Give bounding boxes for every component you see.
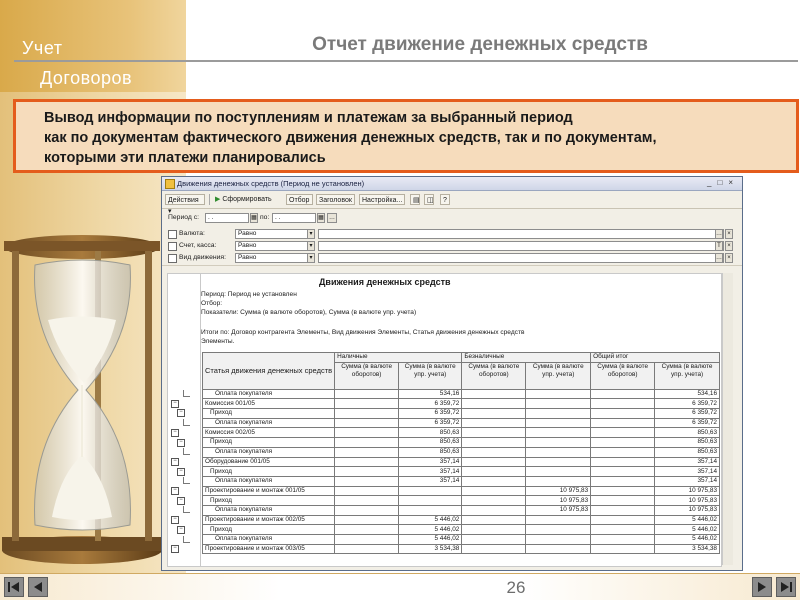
print-icon[interactable]: ▤ <box>410 194 420 205</box>
cell-total-mgmt: 850,63 <box>655 447 720 457</box>
col-item-header: Статья движения денежных средств <box>203 353 335 390</box>
type-t-icon[interactable]: T <box>715 241 723 251</box>
table-row[interactable] <box>203 438 720 448</box>
cell-cash-mgmt: 5 446,02 <box>399 535 462 545</box>
cell-cash-mgmt: 357,14 <box>399 476 462 486</box>
cell-total-mgmt: 6 359,72 <box>655 399 720 409</box>
hourglass-icon <box>0 225 170 570</box>
cell-noncash-turnover <box>462 438 526 448</box>
cell-item: Оплата покупателя <box>203 505 335 515</box>
table-row[interactable] <box>203 409 720 419</box>
cell-total-turnover <box>591 476 655 486</box>
tree-collapse-icon[interactable]: − <box>177 526 185 534</box>
cell-total-mgmt: 6 359,72 <box>655 409 720 419</box>
cell-cash-turnover <box>335 389 399 399</box>
cell-total-turnover <box>591 438 655 448</box>
cell-cash-turnover <box>335 418 399 428</box>
report-period: Период: Период не установлен <box>201 291 297 298</box>
cell-total-mgmt: 850,63 <box>655 438 720 448</box>
cell-total-turnover <box>591 486 655 496</box>
col-total-mgmt: Сумма (в валюте упр. учета) <box>655 362 720 389</box>
group-cash-header: Наличные <box>335 353 462 363</box>
cell-cash-mgmt: 534,16 <box>399 389 462 399</box>
generate-button-label: Сформировать <box>222 196 272 203</box>
cell-noncash-turnover <box>462 457 526 467</box>
tree-collapse-icon[interactable]: − <box>171 516 179 524</box>
cell-item: Приход <box>203 438 335 448</box>
currency-value-input[interactable] <box>318 229 724 239</box>
clear-icon[interactable]: × <box>725 229 733 239</box>
callout-line2: как по документам фактического движения денежных средств, так и по документам, <box>44 130 657 146</box>
tree-collapse-icon[interactable]: − <box>171 458 179 466</box>
report-totals-by: Итоги по: Договор контрагента Элементы, Вид движения Элементы, Статья движения денежных средств <box>201 329 525 336</box>
title-underline <box>14 60 798 62</box>
cell-item: Комиссия 001/05 <box>203 399 335 409</box>
window-controls <box>707 178 739 187</box>
cell-cash-mgmt: 6 359,72 <box>399 418 462 428</box>
report-sheet[interactable] <box>200 273 722 567</box>
calendar-from-icon[interactable]: ▦ <box>251 215 257 221</box>
cell-total-turnover <box>591 457 655 467</box>
tree-collapse-icon[interactable]: − <box>177 409 185 417</box>
cell-cash-mgmt: 850,63 <box>399 438 462 448</box>
cell-noncash-mgmt: 10 975,83 <box>526 505 591 515</box>
report-window <box>161 176 743 571</box>
cell-noncash-turnover <box>462 418 526 428</box>
cell-total-turnover <box>591 389 655 399</box>
currency-label: Валюта: <box>179 230 205 237</box>
cell-total-turnover <box>591 467 655 477</box>
table-row[interactable] <box>203 486 720 496</box>
cell-cash-mgmt: 5 446,02 <box>399 525 462 535</box>
prev-slide-icon <box>29 578 47 596</box>
account-value-input[interactable] <box>318 241 724 251</box>
tree-collapse-icon[interactable]: − <box>171 487 179 495</box>
table-row[interactable] <box>203 467 720 477</box>
table-row[interactable] <box>203 525 720 535</box>
cell-item: Оплата покупателя <box>203 535 335 545</box>
cell-noncash-turnover <box>462 409 526 419</box>
cell-item: Проектирование и монтаж 002/05 <box>203 515 335 525</box>
cell-noncash-turnover <box>462 476 526 486</box>
info-callout <box>13 99 799 173</box>
cell-total-mgmt: 10 975,83 <box>655 486 720 496</box>
cell-total-turnover <box>591 428 655 438</box>
cell-item: Оплата покупателя <box>203 418 335 428</box>
cell-item: Проектирование и монтаж 001/05 <box>203 486 335 496</box>
cell-noncash-mgmt: 10 975,83 <box>526 496 591 506</box>
cell-total-mgmt: 5 446,02 <box>655 525 720 535</box>
movement-type-checkbox[interactable] <box>168 254 177 263</box>
cell-noncash-turnover <box>462 496 526 506</box>
chevron-down-icon[interactable]: ▾ <box>307 229 315 239</box>
table-row[interactable] <box>203 418 720 428</box>
cell-noncash-turnover <box>462 505 526 515</box>
cell-cash-turnover <box>335 476 399 486</box>
cell-item: Проектирование и монтаж 003/05 <box>203 544 335 554</box>
help-icon[interactable]: ? <box>440 194 450 205</box>
table-header-row <box>203 353 720 363</box>
cell-cash-mgmt: 3 534,38 <box>399 544 462 554</box>
cell-cash-turnover <box>335 515 399 525</box>
page-number: 26 <box>506 578 526 597</box>
calendar-to-icon[interactable]: ▦ <box>318 215 324 221</box>
cell-noncash-mgmt <box>526 457 591 467</box>
col-cash-mgmt: Сумма (в валюте упр. учета) <box>399 362 462 389</box>
cell-total-turnover <box>591 447 655 457</box>
account-condition-select[interactable]: Равно <box>235 241 315 251</box>
cell-total-mgmt: 10 975,83 <box>655 505 720 515</box>
cell-noncash-turnover <box>462 467 526 477</box>
report-indicators: Показатели: Сумма (в валюте оборотов), Сумма (в валюте упр. учета) <box>201 309 417 316</box>
vertical-scrollbar[interactable] <box>722 273 733 565</box>
cell-total-mgmt: 357,14 <box>655 457 720 467</box>
cell-total-turnover <box>591 544 655 554</box>
window-title: Движения денежных средств (Период не установлен) <box>177 179 365 188</box>
cell-noncash-turnover <box>462 535 526 545</box>
cell-noncash-mgmt <box>526 389 591 399</box>
cell-item: Приход <box>203 467 335 477</box>
app-window-icon <box>165 179 175 189</box>
table-row[interactable] <box>203 399 720 409</box>
group-noncash-header: Безналичные <box>462 353 591 363</box>
cell-noncash-turnover <box>462 515 526 525</box>
tree-line-icon <box>183 536 190 543</box>
first-slide-button[interactable] <box>4 577 24 597</box>
tree-collapse-icon[interactable]: − <box>171 545 179 553</box>
minimize-icon[interactable]: _ <box>707 178 718 187</box>
cell-cash-turnover <box>335 544 399 554</box>
maximize-icon[interactable]: □ <box>717 178 729 187</box>
cell-cash-turnover <box>335 457 399 467</box>
cell-item: Приход <box>203 409 335 419</box>
actions-menu-button[interactable]: Действия ▾ <box>165 194 205 205</box>
header-button[interactable]: Заголовок <box>316 194 355 205</box>
select-ellipsis-icon[interactable]: … <box>716 255 722 261</box>
cell-cash-turnover <box>335 496 399 506</box>
slide-title: Отчет движение денежных средств <box>312 34 648 55</box>
clear-icon[interactable]: × <box>725 253 733 263</box>
cell-noncash-turnover <box>462 389 526 399</box>
cell-item: Оплата покупателя <box>203 447 335 457</box>
cell-total-mgmt: 357,14 <box>655 476 720 486</box>
cell-total-mgmt: 5 446,02 <box>655 535 720 545</box>
cell-cash-mgmt: 850,63 <box>399 428 462 438</box>
cell-cash-turnover <box>335 428 399 438</box>
cell-total-mgmt: 534,16 <box>655 389 720 399</box>
report-title: Движения денежных средств <box>319 277 451 287</box>
account-checkbox[interactable] <box>168 242 177 251</box>
cell-noncash-turnover <box>462 447 526 457</box>
cell-noncash-turnover <box>462 525 526 535</box>
tree-collapse-icon[interactable]: − <box>171 429 179 437</box>
cell-noncash-mgmt <box>526 409 591 419</box>
cell-total-turnover <box>591 525 655 535</box>
cell-cash-turnover <box>335 409 399 419</box>
tree-collapse-icon[interactable]: − <box>177 439 185 447</box>
cell-noncash-mgmt: 10 975,83 <box>526 486 591 496</box>
cell-total-turnover <box>591 535 655 545</box>
close-icon[interactable]: × <box>728 178 739 187</box>
cell-cash-mgmt: 357,14 <box>399 457 462 467</box>
cell-cash-mgmt: 6 359,72 <box>399 399 462 409</box>
callout-line1: Вывод информации по поступлениям и платежам за выбранный период <box>44 110 573 126</box>
cell-noncash-mgmt <box>526 399 591 409</box>
generate-button[interactable] <box>213 194 283 205</box>
cell-cash-turnover <box>335 399 399 409</box>
cell-noncash-mgmt <box>526 428 591 438</box>
cell-cash-turnover <box>335 525 399 535</box>
period-from-label: Период с: <box>168 214 200 221</box>
cell-cash-mgmt: 6 359,72 <box>399 409 462 419</box>
col-total-turnover: Сумма (в валюте оборотов) <box>591 362 655 389</box>
app-title-line1: Учет <box>22 38 63 58</box>
layout-icon[interactable]: ◫ <box>424 194 434 205</box>
cell-noncash-mgmt <box>526 535 591 545</box>
cell-item: Оплата покупателя <box>203 476 335 486</box>
next-slide-icon <box>753 578 771 596</box>
cell-total-mgmt: 6 359,72 <box>655 418 720 428</box>
cell-noncash-mgmt <box>526 467 591 477</box>
table-row[interactable] <box>203 428 720 438</box>
cell-total-turnover <box>591 418 655 428</box>
cell-noncash-mgmt <box>526 476 591 486</box>
cell-cash-turnover <box>335 486 399 496</box>
cell-cash-turnover <box>335 505 399 515</box>
tree-line-icon <box>183 506 190 513</box>
cell-cash-mgmt: 357,14 <box>399 467 462 477</box>
app-title <box>22 33 132 93</box>
filter-button[interactable]: Отбор <box>286 194 313 205</box>
play-icon: ▶ <box>215 196 221 203</box>
cell-cash-mgmt: 850,63 <box>399 447 462 457</box>
prev-slide-button[interactable] <box>28 577 48 597</box>
cell-item: Оплата покупателя <box>203 389 335 399</box>
table-row[interactable] <box>203 457 720 467</box>
period-from-input[interactable]: . . <box>205 213 249 223</box>
movement-type-condition-select[interactable]: Равно <box>235 253 315 263</box>
callout-line3: которыми эти платежи планировались <box>44 150 326 166</box>
tree-line-icon <box>183 419 190 426</box>
cell-total-turnover <box>591 515 655 525</box>
cell-cash-mgmt <box>399 486 462 496</box>
table-row[interactable] <box>203 389 720 399</box>
cell-noncash-turnover <box>462 544 526 554</box>
report-table <box>202 352 720 554</box>
cell-total-turnover <box>591 505 655 515</box>
cell-cash-mgmt <box>399 496 462 506</box>
table-row[interactable] <box>203 496 720 506</box>
cell-noncash-mgmt <box>526 447 591 457</box>
cell-total-turnover <box>591 496 655 506</box>
tree-line-icon <box>183 390 190 397</box>
cell-item: Приход <box>203 496 335 506</box>
cell-item: Комиссия 002/05 <box>203 428 335 438</box>
currency-checkbox[interactable] <box>168 230 177 239</box>
cell-cash-turnover <box>335 447 399 457</box>
cell-noncash-turnover <box>462 428 526 438</box>
cell-cash-turnover <box>335 467 399 477</box>
cell-item: Оборудование 001/05 <box>203 457 335 467</box>
cell-noncash-mgmt <box>526 525 591 535</box>
cell-total-mgmt: 5 446,02 <box>655 515 720 525</box>
last-slide-button[interactable] <box>776 577 796 597</box>
period-to-label: по: <box>260 214 270 221</box>
app-title-line2: Договоров <box>40 68 133 88</box>
col-noncash-mgmt: Сумма (в валюте упр. учета) <box>526 362 591 389</box>
cell-total-turnover <box>591 409 655 419</box>
cell-noncash-mgmt <box>526 418 591 428</box>
account-label: Счет, касса: <box>179 242 217 249</box>
table-row[interactable] <box>203 515 720 525</box>
cell-total-mgmt: 10 975,83 <box>655 496 720 506</box>
cell-noncash-turnover <box>462 486 526 496</box>
cell-item: Приход <box>203 525 335 535</box>
footer-bar <box>0 574 800 600</box>
table-row[interactable] <box>203 535 720 545</box>
cell-noncash-mgmt <box>526 544 591 554</box>
report-elements: Элементы. <box>201 338 235 345</box>
tree-collapse-icon[interactable]: − <box>177 497 185 505</box>
cell-cash-turnover <box>335 535 399 545</box>
table-row[interactable] <box>203 476 720 486</box>
chevron-down-icon[interactable]: ▾ <box>307 253 315 263</box>
toolbar <box>162 191 742 215</box>
chevron-down-icon[interactable]: ▾ <box>307 241 315 251</box>
period-select-button[interactable]: … <box>329 215 335 221</box>
grouping-tree-column[interactable] <box>167 273 201 567</box>
toolbar-separator <box>209 194 210 205</box>
table-row[interactable] <box>203 447 720 457</box>
clear-icon[interactable]: × <box>725 241 733 251</box>
tree-line-icon <box>183 448 190 455</box>
col-noncash-turnover: Сумма (в валюте оборотов) <box>462 362 526 389</box>
next-slide-button[interactable] <box>752 577 772 597</box>
tree-collapse-icon[interactable]: − <box>171 400 179 408</box>
cell-noncash-mgmt <box>526 438 591 448</box>
report-filter: Отбор: <box>201 300 223 307</box>
tree-collapse-icon[interactable]: − <box>177 468 185 476</box>
col-cash-turnover: Сумма (в валюте оборотов) <box>335 362 399 389</box>
currency-condition-select[interactable]: Равно <box>235 229 315 239</box>
cell-noncash-turnover <box>462 399 526 409</box>
cell-cash-mgmt <box>399 505 462 515</box>
first-slide-icon <box>5 578 23 596</box>
select-ellipsis-icon[interactable]: … <box>716 231 722 237</box>
cell-noncash-mgmt <box>526 515 591 525</box>
last-slide-icon <box>777 578 795 596</box>
movement-type-value-input[interactable] <box>318 253 724 263</box>
cell-total-mgmt: 357,14 <box>655 467 720 477</box>
cell-total-turnover <box>591 399 655 409</box>
cell-total-mgmt: 850,63 <box>655 428 720 438</box>
table-row[interactable] <box>203 505 720 515</box>
cell-total-mgmt: 3 534,38 <box>655 544 720 554</box>
cell-cash-turnover <box>335 438 399 448</box>
tree-line-icon <box>183 477 190 484</box>
group-total-header: Общий итог <box>591 353 720 363</box>
filter-panel <box>162 209 742 266</box>
period-to-input[interactable]: . . <box>272 213 316 223</box>
window-titlebar[interactable] <box>162 177 742 191</box>
settings-button[interactable]: Настройка... <box>359 194 405 205</box>
cell-cash-mgmt: 5 446,02 <box>399 515 462 525</box>
table-row[interactable] <box>203 544 720 554</box>
movement-type-label: Вид движения: <box>179 254 227 261</box>
